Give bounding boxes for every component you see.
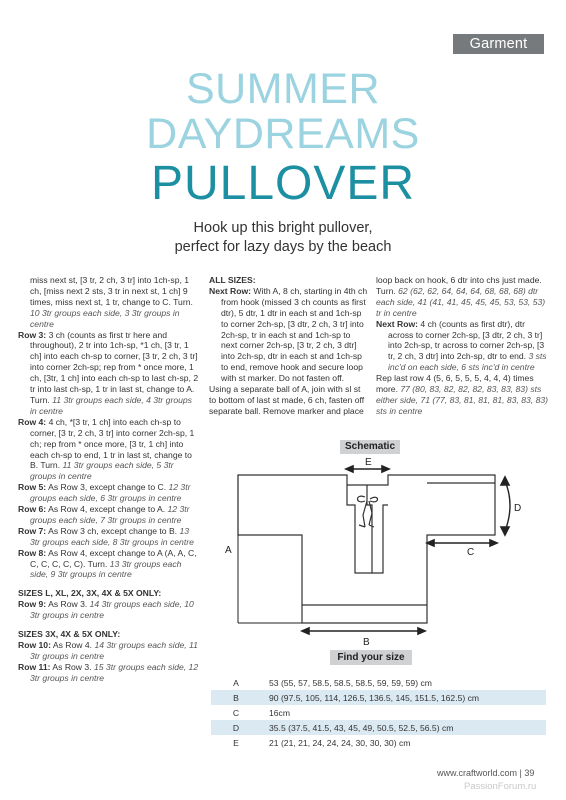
next-row-a: Next Row: With A, 8 ch, starting in 4th ch from hook (missed 3 ch counts as first dtr), 5 dtr, 1 dtr in each st and 1ch-sp to corner 2ch-sp, [3 dtr, 2 ch, 3 tr] into 2ch-sp, tr in each st and 1ch-sp to next corner 2ch-sp, [3 tr, 2 ch, 3 dtr] into 2ch-sp, dtr in each st and 1ch-sp to end, remove hook and secure loop with st marker. Do not fasten off.: [209, 285, 368, 384]
page-number: 39: [524, 768, 535, 778]
all-sizes-heading: ALL SIZES:: [209, 275, 256, 285]
table-row: B 90 (97.5, 105, 114, 126.5, 136.5, 145, 151.5, 162.5) cm: [211, 690, 546, 705]
title-line-3: PULLOVER: [150, 157, 416, 210]
row-7: Row 7: As Row 3 ch, except change to B. 13 3tr groups each side, 8 3tr groups in centre: [18, 525, 194, 547]
row-8: Row 8: As Row 4, except change to A (A, A, C, C, C, C, C, C). Turn. 13 3tr groups each side, 9 3tr groups in centre: [18, 547, 197, 580]
dim-label-A: A: [225, 545, 232, 556]
section-badge: Garment: [453, 34, 544, 54]
table-row: A 53 (55, 57, 58.5, 58.5, 58.5, 59, 59, 59) cm: [211, 675, 546, 690]
table-row: D 35.5 (37.5, 41.5, 43, 45, 49, 50.5, 52.5, 56.5) cm: [211, 720, 546, 735]
schematic-heading: Schematic: [340, 440, 400, 454]
dim-label-C: C: [467, 547, 475, 558]
row-2-continued: miss next st, [3 tr, 2 ch, 3 tr] into 1ch-sp, 1 ch, [miss next 2 sts, 3 tr in next st, 1 ch] 9 times, miss next st, 1 tr, change to C. Turn. 10 3tr groups each side, 3 3tr groups in centre: [30, 275, 193, 329]
table-row: E 21 (21, 21, 24, 24, 24, 30, 30, 30) cm: [211, 735, 546, 750]
watermark: PassionForum.ru: [464, 781, 537, 792]
subtitle: [0, 219, 566, 257]
text-column-3: [376, 275, 551, 417]
subtitle-line-2: perfect for lazy days by the beach: [174, 239, 392, 255]
footer-separator: |: [519, 768, 522, 778]
size-table: [211, 675, 546, 750]
page-footer: [437, 768, 534, 778]
dim-label-E: E: [365, 457, 372, 468]
repeat-last-row: Rep last row 4 (5, 6, 5, 5, 5, 4, 4, 4) times more. 77 (80, 83, 82, 82, 82, 83, 83, 83) sts either side, 71 (77, 83, 81, 81, 81, 83, 83, 83) sts in centre: [376, 373, 548, 416]
dim-arrow-D: [505, 481, 510, 531]
row-3: Row 3: 3 ch (counts as first tr here and throughout), 2 tr into 1ch-sp, *1 ch, [3 tr, 1 ch] into each ch-sp to corner, [3 tr, 2 ch, 3 tr] into corner 2ch-sp; rep from * once more, 1 ch, [3tr, 1 ch] into each ch-sp to last ch-sp, 2 tr into last ch-sp, 1 tr in last st, change to A. Turn. 11 3tr groups each side, 4 3tr groups in centre: [18, 329, 199, 416]
row-11: Row 11: As Row 3. 15 3tr groups each side, 12 3tr groups in centre: [18, 661, 199, 683]
row-10: Row 10: As Row 4. 14 3tr groups each side, 11 3tr groups in centre: [18, 640, 198, 661]
title-line-2: DAYDREAMS: [146, 110, 420, 158]
dim-label-B: B: [363, 637, 370, 648]
footer-site: www.craftworld.com: [437, 768, 518, 778]
next-row-b: Next Row: 4 ch (counts as first dtr), dtr across to corner 2ch-sp, [3 dtr, 2 ch, 3 tr] into 2ch-sp, tr across to corner 2ch-sp, [3 tr, 2 ch, 3 dtr] into 2ch-sp, dtr to end. 3 sts inc'd on each side, 6 sts inc'd in centre: [376, 318, 547, 373]
dim-label-D: D: [514, 503, 522, 514]
row-9: Row 9: As Row 3. 14 3tr groups each side, 10 3tr groups in centre: [18, 599, 194, 621]
using-separate-ball: Using a separate ball of A, join with sl st to bottom of last st made, 6 ch, fasten off separate ball. Remove marker and place: [209, 384, 365, 416]
row-6: Row 6: As Row 4, except change to A. 12 3tr groups each side, 7 3tr groups in centre: [18, 504, 190, 525]
schematic-diagram: [205, 455, 535, 650]
text-column-1: [18, 275, 200, 684]
sizes-heading-2: SIZES 3X, 4X & 5X ONLY:: [18, 629, 121, 640]
find-your-size-heading: Find your size: [330, 650, 412, 665]
neck-placket-left: [347, 485, 372, 573]
title-line-1: SUMMER: [185, 65, 381, 113]
table-row: C 16cm: [211, 705, 546, 720]
loop-back: loop back on hook, 6 dtr into chs just made. Turn. 62 (62, 62, 64, 64, 64, 68, 68, 68) dtr each side, 41 (41, 41, 45, 45, 45, 53, 53, 53) tr in centre: [376, 275, 546, 318]
row-4: Row 4: 4 ch, *[3 tr, 1 ch] into each ch-sp to corner, [3 tr, 2 ch, 3 tr] into corner 2ch-sp, 1 ch; rep from * once more, [3 tr, 1 ch] into each ch-sp to end, 1 tr in last st, change to B. Turn. 11 3tr groups each side, 5 3tr groups in centre: [18, 416, 195, 482]
row-5: Row 5: As Row 3, except change to C. 12 3tr groups each side, 6 3tr groups in centre: [18, 482, 191, 504]
text-column-2: [209, 275, 369, 417]
sizes-heading-1: SIZES L, XL, 2X, 3X, 4X & 5X ONLY:: [18, 588, 162, 599]
subtitle-line-1: Hook up this bright pullover,: [193, 220, 373, 236]
